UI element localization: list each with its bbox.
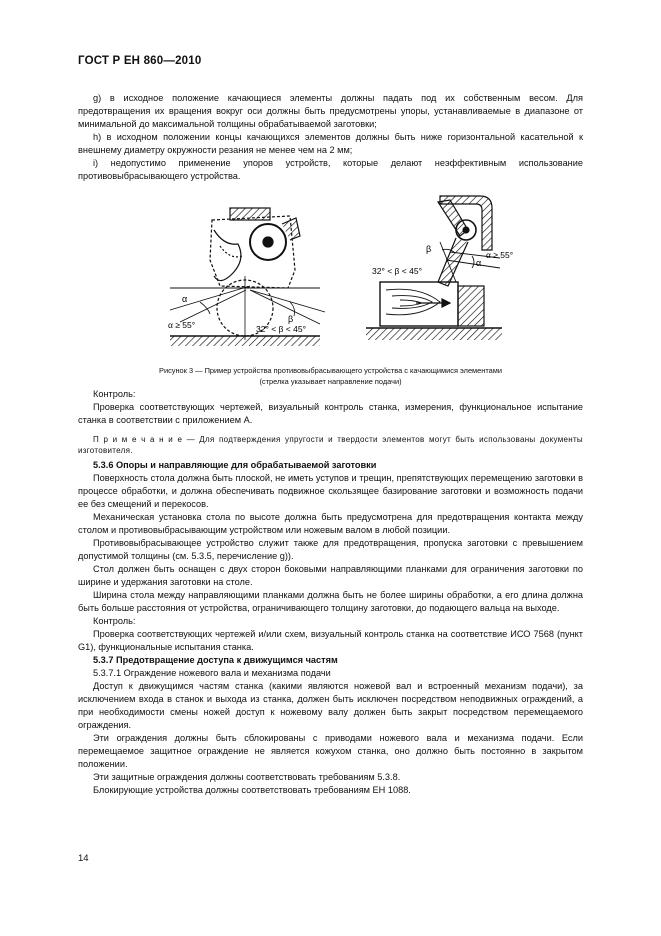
left-beta-label: β	[288, 314, 294, 324]
right-alpha-label: α	[476, 258, 482, 268]
section-536-p2: Механическая установка стола по высоте должна быть предусмотрена для предотвращения контакта между столом и противовыбрасывающим устройством или ножевым валом в любой позиции.	[78, 512, 583, 535]
section-536-p3: Противовыбрасывающее устройство служит также для предотвращения, пропуска заготовки с превышением допустимой толщины (см. 5.3.5, перечисление g)).	[78, 538, 583, 561]
control1-text: Проверка соответствующих чертежей, визуальный контроль станка, измерения, функциональное испытание станка в соответствии с приложением А.	[78, 402, 583, 425]
section-536-control-text: Проверка соответствующих чертежей и/или схем, визуальный контроль станка на соответствие ИСО 7568 (пункт G1), функциональные испытания станка.	[78, 629, 583, 652]
section-536-p5: Ширина стола между направляющими планками должна быть не более ширины обработки, а его длина должна быть больше расстояния от устройства, ограничивающего толщину заготовки, до подающего вальца на выходе.	[78, 590, 583, 613]
figure-caption-line1: Рисунок 3 — Пример устройства противовыбрасывающего устройства с качающимися элементами	[159, 366, 502, 375]
left-alpha-label: α	[182, 294, 188, 304]
section-536-p1: Поверхность стола должна быть плоской, не иметь уступов и трещин, препятствующих перемещению заготовки в процессе обработки, и должна обеспечивать подвижное скользящее базирование заготовки и возможность подачи ее без смещений и перекосов.	[78, 473, 583, 509]
left-beta-condition: 32° < β < 45°	[256, 324, 306, 334]
note-label: П р и м е ч а н и е —	[93, 435, 195, 444]
section-536-control-label: Контроль:	[93, 616, 136, 626]
section-536-heading: 5.3.6 Опоры и направляющие для обрабатываемой заготовки	[93, 460, 377, 470]
section-537-p4: Блокирующие устройства должны соответствовать требованиям ЕН 1088.	[93, 785, 411, 795]
page-number: 14	[78, 853, 89, 864]
right-alpha-condition: α ≥ 55°	[486, 250, 514, 260]
note-paragraph	[78, 434, 583, 456]
body-text	[78, 388, 583, 797]
section-537-p2: Эти ограждения должны быть сблокированы с приводами ножевого вала и механизма подачи. Если перемещаемое защитное ограждение не является кожухом станка, оно должно быть постоянно в закрытом положении.	[78, 733, 583, 769]
item-i: i) недопустимо применение упоров устройств, которые делают неэффективным использование противовыбрасывающего устройства.	[78, 158, 583, 181]
section-5371-heading: 5.3.7.1 Ограждение ножевого вала и механизма подачи	[93, 668, 331, 678]
control1-label: Контроль:	[93, 389, 136, 399]
item-g: g) в исходное положение качающиеся элементы должны падать под их собственным весом. Для предотвращения их вращения вокруг оси должны быть предусмотрены упоры, устанавливаемые в диапазоне от минимальной до максимальной толщины обрабатываемой заготовки;	[78, 93, 583, 129]
figure-caption-line2: (стрелка указывает направление подачи)	[259, 377, 402, 386]
section-536-p4: Стол должен быть оснащен с двух сторон боковыми направляющими планками для ограничения заготовки по ширине и удержания заготовки на столе.	[78, 564, 583, 587]
section-537-p1: Доступ к движущимся частям станка (какими являются ножевой вал и встроенный механизм подачи), за исключением входа в станок и выхода из станка, должен быть исключен посредством неподвижных ограждений, а при необходимости смены ножей доступ к ножевому валу должен быть закрыт посредством перемещаемого ограждения.	[78, 681, 583, 730]
left-alpha-condition: α ≥ 55°	[168, 320, 196, 330]
right-beta-label: β	[426, 244, 432, 254]
right-beta-condition: 32° < β < 45°	[372, 266, 422, 276]
figure-3-drawing	[150, 190, 530, 358]
page-header-title: ГОСТ Р ЕН 860—2010	[78, 55, 202, 67]
top-items-block	[78, 92, 583, 183]
section-537-heading: 5.3.7 Предотвращение доступа к движущимся частям	[93, 655, 338, 665]
item-h: h) в исходном положении концы качающихся элементов должны быть ниже горизонтальной касательной к внешнему диаметру окружности резания не менее чем на 2 мм;	[78, 132, 583, 155]
figure-caption	[78, 365, 583, 387]
section-537-p3: Эти защитные ограждения должны соответствовать требованиям 5.3.8.	[93, 772, 401, 782]
note-text: Для подтверждения упругости и твердости элементов могут быть использованы документы изготовителя.	[78, 435, 583, 455]
